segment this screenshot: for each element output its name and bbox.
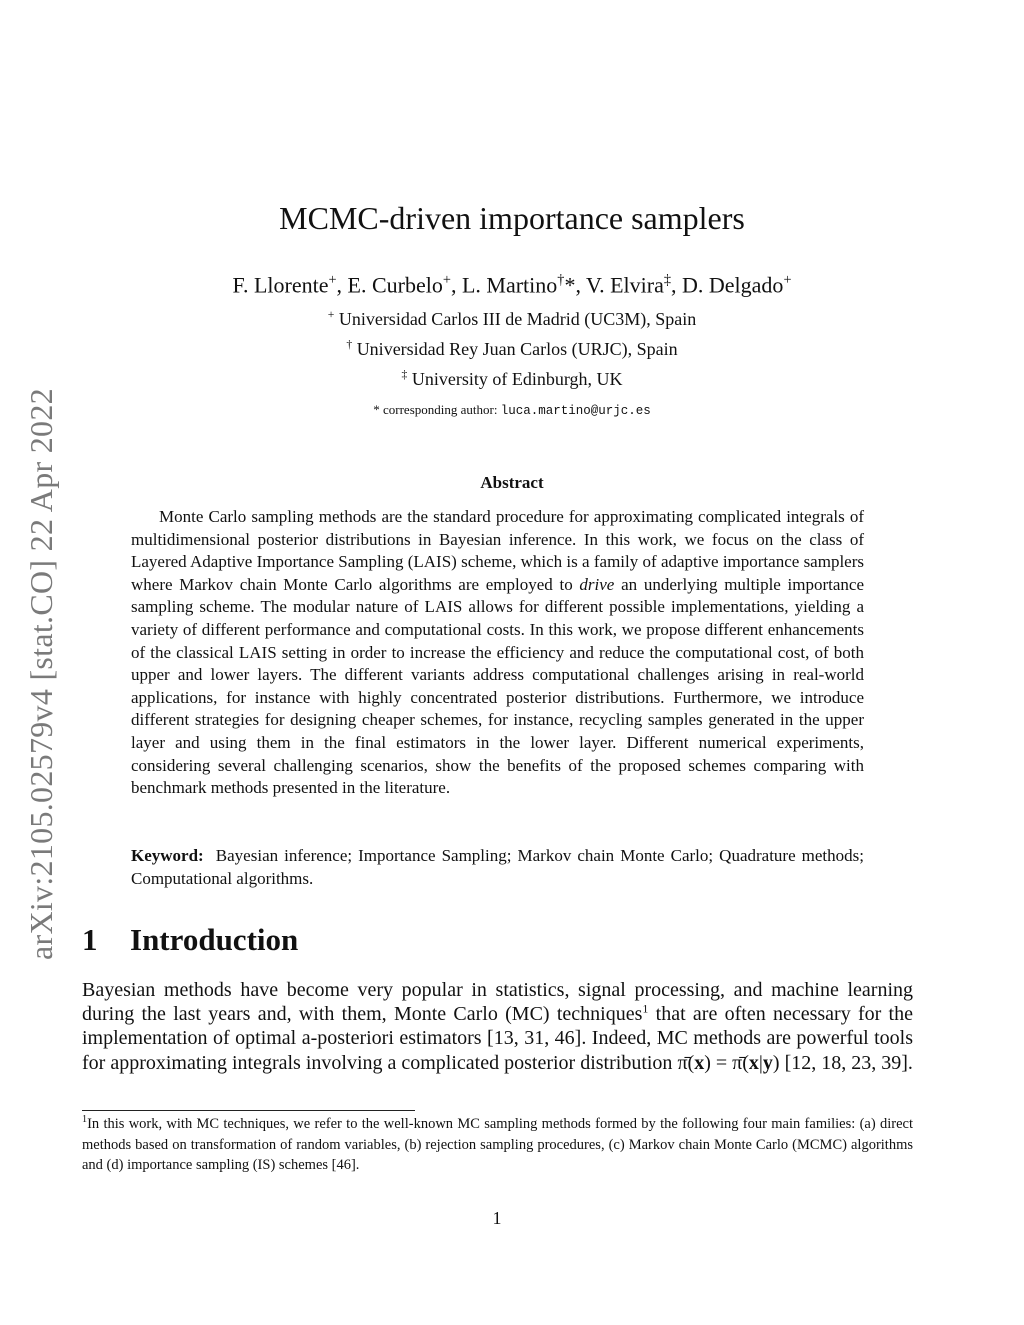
math-equals-pi-bar: ) = π̄( xyxy=(704,1051,749,1074)
math-x: x xyxy=(748,1051,759,1074)
abstract-heading: Abstract xyxy=(480,473,544,492)
author-name: D. Delgado xyxy=(682,272,784,298)
math-pi-bar: π̄( xyxy=(677,1051,695,1074)
author-list xyxy=(0,272,1024,298)
page-number: 1 xyxy=(492,1208,502,1228)
author-affiliation-mark: † xyxy=(557,272,565,288)
author-name: L. Martino xyxy=(461,272,558,298)
author-separator: , xyxy=(671,272,683,298)
affiliation-text: Universidad Carlos III de Madrid (UC3M), Spain xyxy=(338,309,697,329)
corresponding-author xyxy=(0,402,1024,418)
affiliation-text: University of Edinburgh, UK xyxy=(411,369,623,389)
section-number: 1 xyxy=(82,922,98,957)
affiliation xyxy=(0,368,1024,390)
author-separator: , xyxy=(450,272,462,298)
posterior-equation xyxy=(677,1052,779,1074)
author-name: E. Curbelo xyxy=(347,272,443,298)
math-given: | xyxy=(758,1051,763,1074)
keyword-list: Bayesian inference; Importance Sampling; Markov chain Monte Carlo; Quadrature methods; Computational algorithms. xyxy=(131,846,864,888)
affiliation-mark: + xyxy=(327,308,335,321)
arxiv-identifier-stamp: arXiv:2105.02579v4 [stat.CO] 22 Apr 2022 xyxy=(23,388,59,960)
author-name: F. Llorente xyxy=(232,272,329,298)
affiliation xyxy=(0,308,1024,330)
author-affiliation-mark: + xyxy=(442,272,451,288)
affiliation-text: Universidad Rey Juan Carlos (URJC), Spain xyxy=(356,339,678,359)
author-name: V. Elvira xyxy=(586,272,664,298)
author-affiliation-mark: + xyxy=(783,272,792,288)
affiliation-mark: † xyxy=(346,338,353,351)
author-separator: , xyxy=(575,272,587,298)
intro-text-part: Bayesian methods have become very popular in statistics, signal processing, and machine learning during the last years and, with them, Monte Carlo (MC) techniques xyxy=(82,979,913,1026)
intro-text-part: that are often necessary for the implementation of optimal a-posteriori estimators [13, 31, 46]. Indeed, MC methods are powerful tools for approximating integrals involving a complicated posterior distribution xyxy=(82,1003,913,1074)
author-affiliation-mark: ‡ xyxy=(663,272,672,288)
footnote-reference[interactable]: 1 xyxy=(642,1001,649,1016)
abstract-italic-word: drive xyxy=(579,574,615,594)
footnote-mark: 1 xyxy=(82,1114,88,1126)
math-close-paren: ) xyxy=(772,1051,780,1074)
footnote-divider xyxy=(82,1110,415,1111)
affiliation xyxy=(0,338,1024,360)
footnote-text: In this work, with MC techniques, we refer to the well-known MC sampling methods formed by the following four main families: (a) direct methods based on transformation of random variables, (b) rejection sampling procedures, (c) Markov chain Monte Carlo (MCMC) algorithms and (d) importance sampling (IS) schemes [46]. xyxy=(82,1116,913,1173)
affiliation-mark: ‡ xyxy=(401,368,408,381)
author-affiliation-mark: + xyxy=(328,272,337,288)
author-separator: , xyxy=(336,272,348,298)
intro-citations: [12, 18, 23, 39]. xyxy=(784,1051,913,1074)
footnote xyxy=(82,1114,913,1176)
math-x: x xyxy=(694,1051,705,1074)
section-title: Introduction xyxy=(130,922,299,957)
corresponding-label: * corresponding author: xyxy=(373,402,498,417)
intro-paragraph xyxy=(82,978,913,1075)
abstract-body xyxy=(131,506,864,800)
keyword-label: Keyword: xyxy=(131,846,204,865)
corresponding-author-mark: * xyxy=(564,272,576,298)
keyword-line xyxy=(131,845,864,890)
math-y: y xyxy=(762,1051,773,1074)
abstract-text-part: Monte Carlo sampling methods are the standard procedure for approximating complicated integrals of multidimensional posterior distributions in Bayesian inference. In this work, we focus on the class of Layered Adaptive Importance Sampling (LAIS) scheme, which is a family of adaptive importance samplers where Markov chain Monte Carlo algorithms are employed to xyxy=(131,507,864,594)
section-heading xyxy=(82,922,298,958)
abstract-text-part: an underlying multiple importance sampling scheme. The modular nature of LAIS allows for different possible implementations, yielding a variety of different performance and computational costs. In this work, we propose different enhancements of the classical LAIS setting in order to increase the efficiency and reduce the computational cost, of both upper and lower layers. The different variants address computational challenges arising in real-world applications, for instance with highly concentrated posterior distributions. Furthermore, we introduce different strategies for designing cheaper schemes, for instance, recycling samples generated in the upper layer and using them in the final estimators in the lower layer. Different numerical experiments, considering several challenging scenarios, show the benefits of the proposed schemes comparing with benchmark methods presented in the literature. xyxy=(131,574,865,798)
paper-title: MCMC-driven importance samplers xyxy=(279,200,745,236)
corresponding-email[interactable]: luca.martino@urjc.es xyxy=(500,404,651,418)
